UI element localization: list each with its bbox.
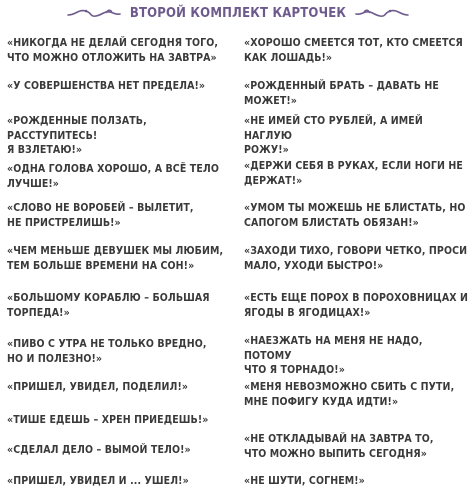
right-flourish-icon xyxy=(354,6,410,20)
quote-card: «ЗАХОДИ ТИХО, ГОВОРИ ЧЕТКО, ПРОСИ МАЛО, УХОДИ БЫСТРО!» xyxy=(244,245,468,272)
left-flourish-icon xyxy=(66,6,122,20)
quote-card: «СЛОВО НЕ ВОРОБЕЙ – ВЫЛЕТИТ, НЕ ПРИСТРЕЛИШЬ!» xyxy=(7,202,194,229)
quote-card: «БОЛЬШОМУ КОРАБЛЮ – БОЛЬШАЯ ТОРПЕДА!» xyxy=(7,292,210,319)
quote-card: «РОЖДЕННЫЙ БРАТЬ – ДАВАТЬ НЕ МОЖЕТ!» xyxy=(244,80,439,107)
quote-card: «НЕ ШУТИ, СОГНЕМ!» xyxy=(244,475,365,487)
quote-card: «НИКОГДА НЕ ДЕЛАЙ СЕГОДНЯ ТОГО, ЧТО МОЖНО ОТЛОЖИТЬ НА ЗАВТРА» xyxy=(7,37,219,64)
quote-card: «ЕСТЬ ЕЩЕ ПОРОХ В ПОРОХОВНИЦАХ И ЯГОДЫ В ЯГОДИЦАХ!» xyxy=(244,292,469,319)
quote-card: «ХОРОШО СМЕЕТСЯ ТОТ, КТО СМЕЕТСЯ КАК ЛОШАДЬ!» xyxy=(244,37,463,64)
quote-card: «ТИШЕ ЕДЕШЬ – ХРЕН ПРИЕДЕШЬ!» xyxy=(7,414,209,426)
quote-card: «ПИВО С УТРА НЕ ТОЛЬКО ВРЕДНО, НО И ПОЛЕЗНО!» xyxy=(7,338,207,365)
quote-card: «ДЕРЖИ СЕБЯ В РУКАХ, ЕСЛИ НОГИ НЕ ДЕРЖАТ!» xyxy=(244,160,463,187)
quote-card: «ЧЕМ МЕНЬШЕ ДЕВУШЕК МЫ ЛЮБИМ, ТЕМ БОЛЬШЕ ВРЕМЕНИ НА СОН!» xyxy=(7,245,224,272)
quote-card: «НЕ ИМЕЙ СТО РУБЛЕЙ, А ИМЕЙ НАГЛУЮ РОЖУ!» xyxy=(244,115,423,156)
quote-card: «ОДНА ГОЛОВА ХОРОШО, А ВСЁ ТЕЛО ЛУЧШЕ!» xyxy=(7,163,219,190)
quote-card: «ПРИШЕЛ, УВИДЕЛ, ПОДЕЛИЛ!» xyxy=(7,381,189,393)
quote-card: «У СОВЕРШЕНСТВА НЕТ ПРЕДЕЛА!» xyxy=(7,80,206,92)
page-header xyxy=(0,0,476,26)
page-title: ВТОРОЙ КОМПЛЕКТ КАРТОЧЕК xyxy=(129,5,347,21)
quote-card: «НЕ ОТКЛАДЫВАЙ НА ЗАВТРА ТО, ЧТО МОЖНО ВЫПИТЬ СЕГОДНЯ» xyxy=(244,433,434,460)
quote-card: «СДЕЛАЛ ДЕЛО – ВЫМОЙ ТЕЛО!» xyxy=(7,444,191,456)
quote-card: «ПРИШЕЛ, УВИДЕЛ И ... УШЕЛ!» xyxy=(7,475,189,487)
quote-card: «УМОМ ТЫ МОЖЕШЬ НЕ БЛИСТАТЬ, НО САПОГОМ БЛИСТАТЬ ОБЯЗАН!» xyxy=(244,202,466,229)
quote-card: «НАЕЗЖАТЬ НА МЕНЯ НЕ НАДО, ПОТОМУ ЧТО Я ТОРНАДО!» xyxy=(244,335,423,376)
quote-card: «РОЖДЕННЫЕ ПОЛЗАТЬ, РАССТУПИТЕСЬ! Я ВЗЛЕТАЮ!» xyxy=(7,115,147,156)
quote-card: «МЕНЯ НЕВОЗМОЖНО СБИТЬ С ПУТИ, МНЕ ПОФИГУ КУДА ИДТИ!» xyxy=(244,381,455,408)
